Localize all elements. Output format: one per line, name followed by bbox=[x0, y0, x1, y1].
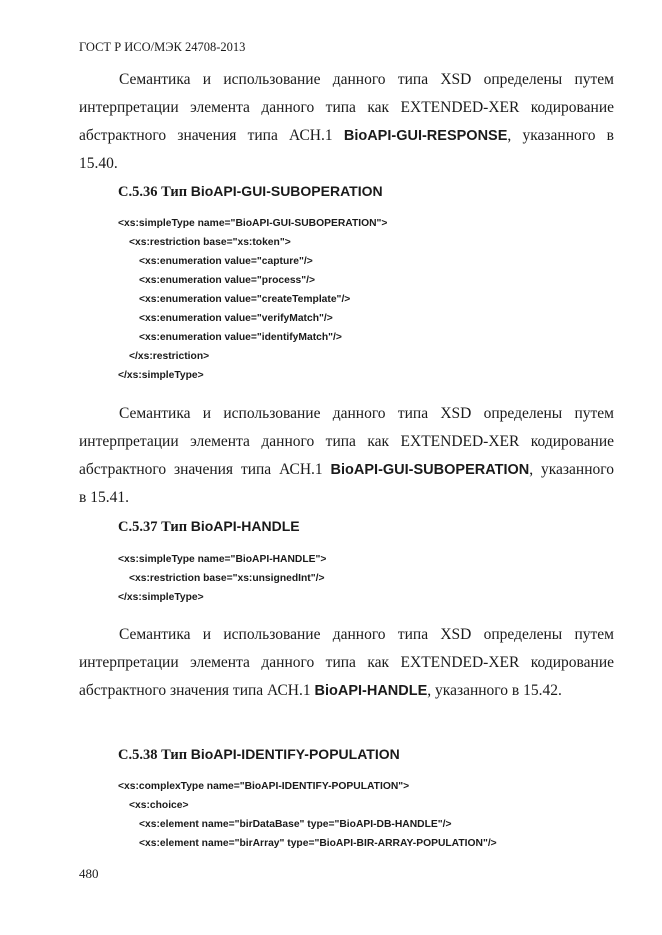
paragraph-line: 15.40. bbox=[79, 155, 118, 172]
code-line: <xs:simpleType name="BioAPI-HANDLE"> bbox=[118, 554, 327, 565]
code-line: <xs:enumeration value="verifyMatch"/> bbox=[139, 313, 333, 324]
code-line: </xs:restriction> bbox=[129, 351, 210, 362]
text-fragment: абстрактного значения типа АСН.1 bbox=[79, 461, 331, 478]
section-number: С.5.36 Тип bbox=[118, 184, 191, 200]
code-line: <xs:choice> bbox=[129, 800, 189, 811]
text-fragment: , указанного bbox=[529, 461, 614, 478]
paragraph-line bbox=[79, 122, 614, 150]
type-name: BioAPI-HANDLE bbox=[314, 683, 428, 699]
paragraph-line: Семантика и использование данного типа XSD определены путем bbox=[119, 626, 614, 643]
code-line: <xs:element name="birArray" type="BioAPI-BIR-ARRAY-POPULATION"/> bbox=[139, 838, 497, 849]
section-type-name: BioAPI-GUI-SUBOPERATION bbox=[190, 183, 383, 199]
text-fragment: , указанного в 15.42. bbox=[427, 682, 562, 699]
section-number: С.5.37 Тип bbox=[118, 519, 191, 535]
code-line: </xs:simpleType> bbox=[118, 370, 204, 381]
code-block-c538 bbox=[118, 777, 497, 853]
section-type-name: BioAPI-IDENTIFY-POPULATION bbox=[190, 746, 400, 762]
paragraph-line: интерпретации элемента данного типа как EXTENDED-XER кодирование bbox=[79, 654, 614, 671]
section-heading-c538 bbox=[118, 746, 400, 764]
code-line: <xs:enumeration value="identifyMatch"/> bbox=[139, 332, 342, 343]
type-name: BioAPI-GUI-SUBOPERATION bbox=[330, 462, 530, 478]
paragraph-2 bbox=[79, 400, 614, 512]
code-line: <xs:enumeration value="createTemplate"/> bbox=[139, 294, 351, 305]
code-line: <xs:enumeration value="process"/> bbox=[139, 275, 316, 286]
paragraph-line: интерпретации элемента данного типа как EXTENDED-XER кодирование bbox=[79, 433, 614, 450]
code-line: <xs:simpleType name="BioAPI-GUI-SUBOPERATION"> bbox=[118, 218, 388, 229]
code-line: <xs:restriction base="xs:unsignedInt"/> bbox=[129, 573, 325, 584]
text-fragment: абстрактного значения типа АСН.1 bbox=[79, 682, 315, 699]
code-block-c537 bbox=[118, 550, 326, 607]
code-line: <xs:element name="birDataBase" type="BioAPI-DB-HANDLE"/> bbox=[139, 819, 452, 830]
code-block-c536 bbox=[118, 214, 387, 385]
text-fragment: , указанного в bbox=[507, 127, 614, 144]
section-heading-c536 bbox=[118, 183, 383, 201]
section-number: С.5.38 Тип bbox=[118, 747, 191, 763]
code-line: <xs:complexType name="BioAPI-IDENTIFY-POPULATION"> bbox=[118, 781, 410, 792]
section-type-name: BioAPI-HANDLE bbox=[190, 518, 300, 534]
section-heading-c537 bbox=[118, 518, 300, 536]
code-line: <xs:enumeration value="capture"/> bbox=[139, 256, 313, 267]
text-fragment: абстрактного значения типа АСН.1 bbox=[79, 127, 344, 144]
paragraph-3 bbox=[79, 621, 614, 705]
paragraph-line: Семантика и использование данного типа XSD определены путем bbox=[119, 71, 614, 88]
code-line: </xs:simpleType> bbox=[118, 592, 204, 603]
paragraph-line: Семантика и использование данного типа XSD определены путем bbox=[119, 405, 614, 422]
code-line: <xs:restriction base="xs:token"> bbox=[129, 237, 291, 248]
paragraph-line: интерпретации элемента данного типа как EXTENDED-XER кодирование bbox=[79, 99, 614, 116]
paragraph-line: в 15.41. bbox=[79, 489, 129, 506]
paragraph-line bbox=[79, 677, 614, 705]
type-name: BioAPI-GUI-RESPONSE bbox=[343, 128, 508, 144]
page-number: 480 bbox=[79, 866, 99, 881]
paragraph-1 bbox=[79, 66, 614, 178]
page-header: ГОСТ Р ИСО/МЭК 24708-2013 bbox=[79, 40, 246, 54]
paragraph-line bbox=[79, 456, 614, 484]
